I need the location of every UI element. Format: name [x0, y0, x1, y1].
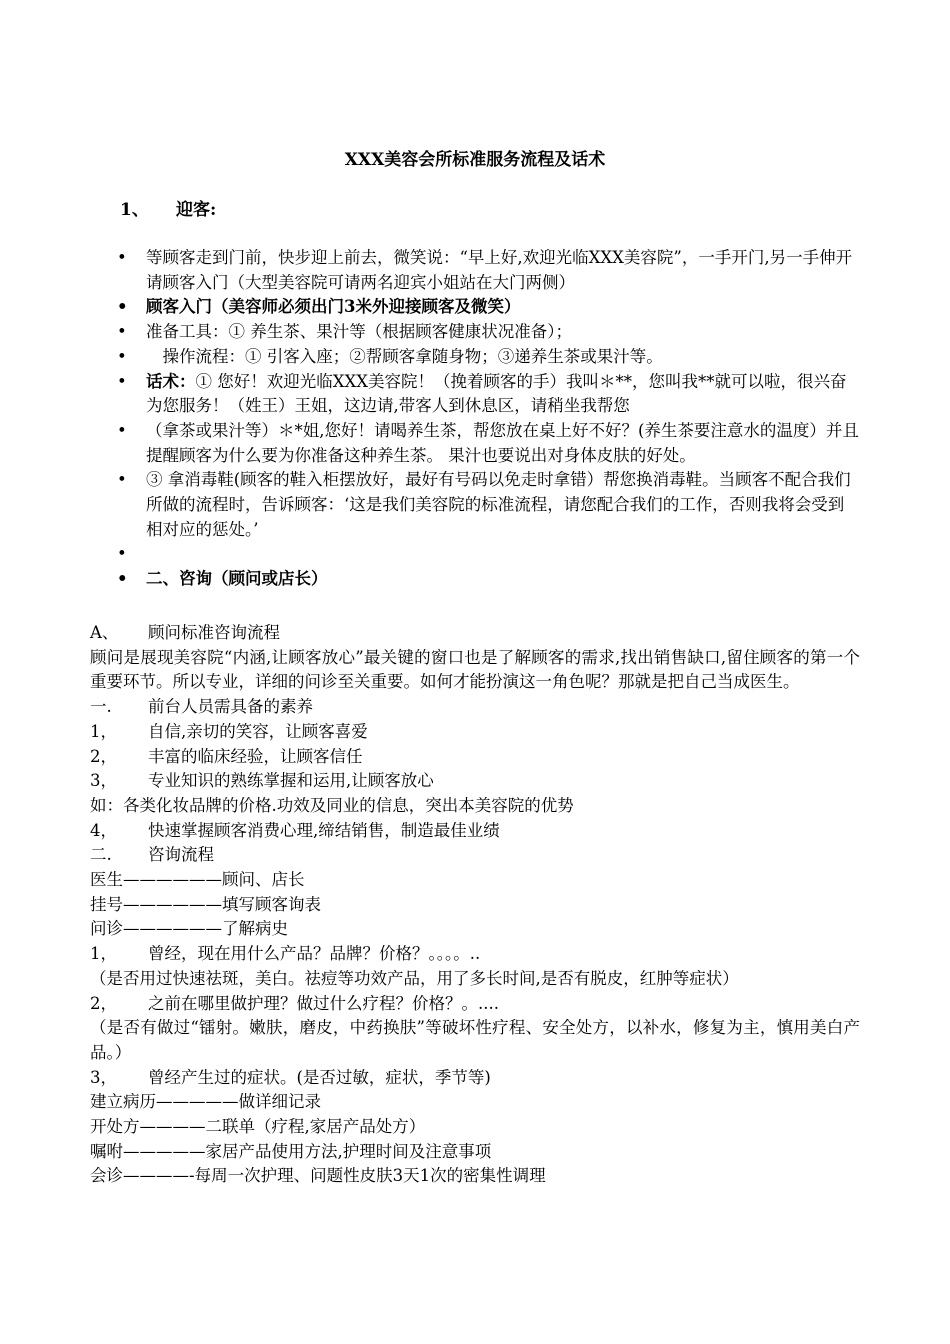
text-line — [90, 992, 860, 1017]
line-text: 曾经产生过的症状。(是否过敏，症状，季节等) — [148, 1067, 491, 1087]
line-text: 前台人员需具备的素养 — [148, 697, 313, 717]
text-line — [90, 1115, 860, 1140]
line-text: 嘱咐—————家居产品使用方法,护理时间及注意事项 — [90, 1141, 492, 1161]
section-number: 1、 — [120, 200, 149, 220]
line-number: 2， — [90, 993, 117, 1013]
line-text: 问诊——————了解病史 — [90, 919, 288, 939]
text-line — [90, 769, 860, 794]
line-number: A、 — [90, 623, 119, 642]
bullet-text: 操作流程：① 引客入座；②帮顾客拿随身物；③递养生茶或果汁等。 — [146, 346, 663, 366]
text-line — [90, 1066, 860, 1091]
bullet-dot: • — [117, 569, 128, 589]
text-line — [90, 1140, 860, 1165]
line-number: 3， — [90, 1067, 117, 1087]
line-text: 自信,亲切的笑容，让顾客喜爱 — [148, 721, 368, 741]
bullet-item — [117, 419, 860, 468]
bullet-dot: • — [117, 544, 127, 564]
bullet-list — [117, 246, 860, 592]
text-line — [90, 1090, 860, 1115]
line-text: 建立病历—————做详细记录 — [90, 1092, 321, 1112]
line-number: 二. — [90, 845, 112, 865]
bullet-dot: • — [117, 346, 127, 366]
bullet-item — [117, 295, 860, 320]
bullet-text: 二、咨询（顾问或店长） — [146, 569, 328, 589]
document-title: XXX美容会所标准服务流程及话术 — [344, 150, 606, 170]
section-title: 迎客: — [176, 200, 217, 220]
bullet-text: ① 您好！欢迎光临XXX美容院！（挽着顾客的手）我叫＊**，您叫我**就可以啦，很兴奋为您服务！（姓王）王姐，这边请,带客人到休息区，请稍坐我帮您 — [146, 371, 847, 416]
bullet-dot: • — [117, 420, 127, 440]
bullet-item — [117, 345, 860, 370]
line-number: 3， — [90, 771, 117, 791]
line-number: 2， — [90, 746, 117, 766]
text-paragraph — [90, 646, 860, 695]
bullet-text: 顾客入门（美容师必须出门3米外迎接顾客及微笑） — [146, 297, 521, 317]
bullet-item — [117, 542, 860, 567]
bullet-text: 等顾客走到门前，快步迎上前去，微笑说：“早上好,欢迎光临XXX美容院”，一手开门,另一手伸开请顾客入门（大型美容院可请两名迎宾小姐站在大门两侧） — [146, 248, 853, 292]
line-text: 挂号——————填写顾客询表 — [90, 894, 321, 914]
line-text: 如：各类化妆品牌的价格.功效及同业的信息，突出本美容院的优势 — [90, 795, 574, 815]
line-number: 一. — [90, 697, 112, 717]
line-text: 顾问标准咨询流程 — [148, 623, 280, 642]
bullet-item — [117, 246, 860, 295]
line-text: 专业知识的熟练掌握和运用,让顾客放心 — [148, 771, 434, 791]
bullet-dot: • — [117, 297, 128, 317]
bullet-text: （拿茶或果汁等）＊*姐,您好！请喝养生茶，帮您放在桌上好不好？(养生茶要注意水的温度）并且提醒顾客为什么要为你准备这种养生茶。 果汁也要说出对身体皮肤的好处。 — [146, 420, 859, 465]
bullet-bold-lead: 话术： — [146, 371, 196, 391]
line-text: 曾经，现在用什么产品？品牌？价格？。。。。.. — [148, 944, 481, 964]
bullet-item — [117, 320, 860, 345]
line-number: 1， — [90, 944, 117, 964]
text-line — [90, 1164, 860, 1189]
text-line — [90, 695, 860, 720]
text-line — [90, 794, 860, 819]
line-text: （是否有做过“镭射。嫩肤，磨皮，中药换肤”等破坏性疗程、安全处方，以补水，修复为主，慎用美白产品。） — [90, 1018, 860, 1062]
line-text: 顾问是展现美容院“内涵,让顾客放心”最关键的窗口也是了解顾客的需求,找出销售缺口,留住顾客的第一个重要环节。所以专业，详细的问诊至关重要。如何才能扮演这一角色呢？那就是把自己当成医生。 — [90, 647, 860, 692]
section-heading-welcome — [120, 198, 216, 222]
bullet-item — [117, 468, 860, 542]
bullet-text: ③ 拿消毒鞋(顾客的鞋入柜摆放好，最好有号码以免走时拿错）帮您换消毒鞋。当顾客不配合我们所做的流程时，告诉顾客：‘这是我们美容院的标准流程，请您配合我们的工作，否则我将会受到相对应的惩处。’ — [146, 470, 851, 539]
line-text: 咨询流程 — [148, 845, 214, 865]
line-number: 1， — [90, 721, 117, 741]
line-text: 开处方————二联单（疗程,家居产品处方） — [90, 1117, 426, 1137]
line-text: 之前在哪里做护理？做过什么疗程？价格？。.... — [148, 993, 499, 1013]
line-number: 4， — [90, 820, 117, 840]
line-text: 丰富的临床经验，让顾客信任 — [148, 746, 363, 766]
bullet-text: 准备工具：① 养生茶、果汁等（根据顾客健康状况准备）； — [146, 322, 572, 342]
bullet-dot: • — [117, 371, 127, 391]
line-text: 会诊————-每周一次护理、问题性皮肤3天1次的密集性调理 — [90, 1166, 546, 1186]
body-text — [90, 621, 860, 1189]
bullet-dot: • — [117, 470, 127, 490]
bullet-dot: • — [117, 248, 127, 267]
bullet-dot: • — [117, 322, 127, 342]
bullet-item — [117, 370, 860, 419]
text-line — [90, 720, 860, 745]
text-line — [90, 917, 860, 942]
line-text: 快速掌握顾客消费心理,缔结销售，制造最佳业绩 — [148, 820, 500, 840]
text-line — [90, 942, 860, 967]
line-text: 医生——————顾问、店长 — [90, 870, 305, 890]
text-line — [90, 967, 860, 992]
text-line — [90, 819, 860, 844]
text-paragraph — [90, 1016, 860, 1065]
bullet-item — [117, 567, 860, 592]
text-line — [90, 745, 860, 770]
text-line — [90, 621, 860, 646]
line-text: （是否用过快速祛斑，美白。祛痘等功效产品，用了多长时间,是否有脱皮，红肿等症状） — [90, 968, 739, 988]
text-line — [90, 868, 860, 893]
text-line — [90, 893, 860, 918]
text-line — [90, 843, 860, 868]
